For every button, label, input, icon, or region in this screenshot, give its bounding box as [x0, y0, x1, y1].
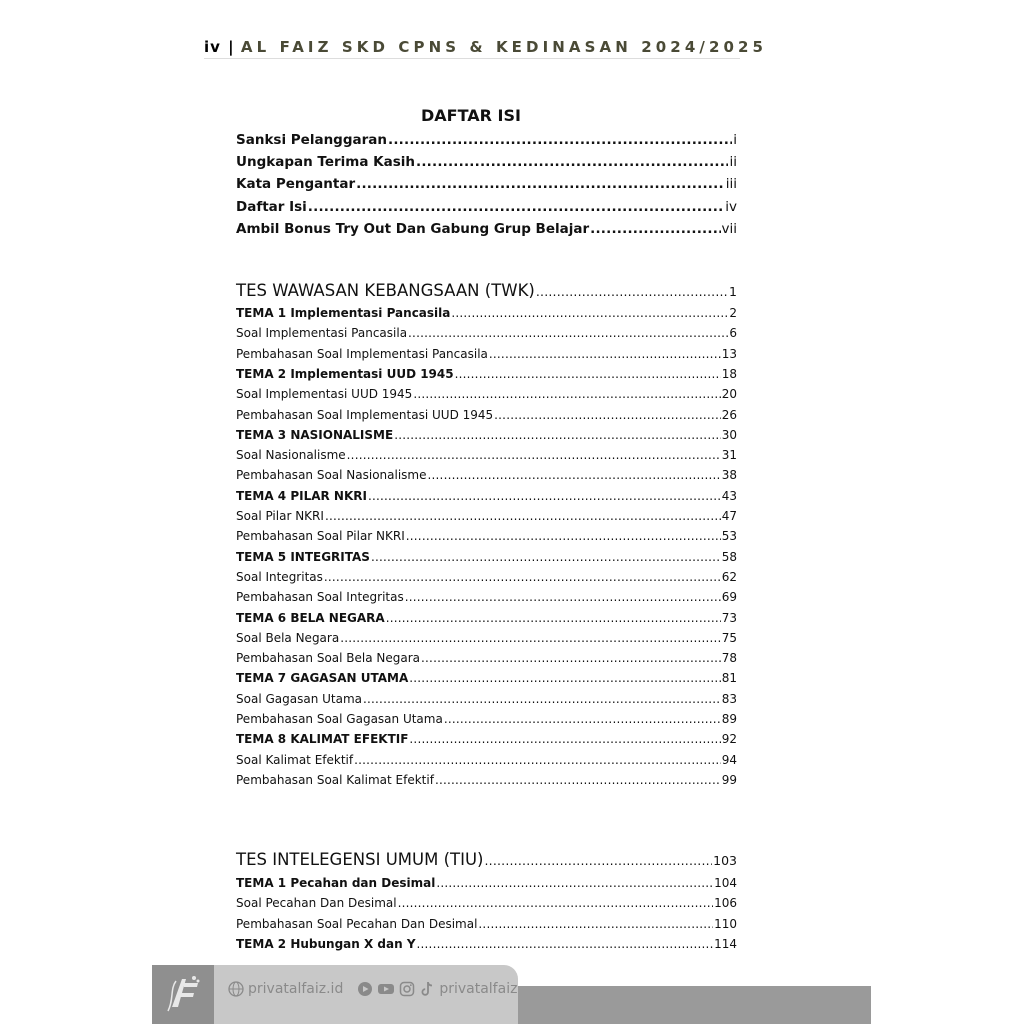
toc-front-entry[interactable] [236, 154, 737, 170]
toc-sub-entry[interactable] [236, 753, 737, 767]
toc-entry-label: Ambil Bonus Try Out Dan Gabung Grup Belajar [236, 221, 590, 237]
toc-entry-page: 6 [729, 326, 737, 340]
toc-entry-page: 106 [714, 896, 737, 910]
dot-leader [394, 428, 721, 442]
toc-entry-page: iv [725, 199, 737, 215]
dot-leader [455, 367, 721, 381]
toc-entry-page: 31 [721, 448, 737, 462]
toc-entry-page: 104 [714, 876, 737, 890]
dot-leader [308, 199, 724, 215]
dot-leader [451, 306, 728, 320]
toc-tema-entry[interactable] [236, 732, 737, 746]
toc-section-heading[interactable] [236, 281, 737, 300]
toc-entry-label: Pembahasan Soal Bela Negara [236, 651, 421, 665]
toc-entry-page: 73 [721, 611, 737, 625]
dot-leader [494, 408, 721, 422]
toc-entry-label: TES INTELEGENSI UMUM (TIU) [236, 850, 484, 869]
toc-entry-page: 83 [721, 692, 737, 706]
dot-leader [428, 468, 721, 482]
toc-front-entry[interactable] [236, 132, 737, 148]
header-title: AL FAIZ SKD CPNS & KEDINASAN 2024/2025 [240, 38, 768, 56]
toc-entry-label: Soal Pilar NKRI [236, 509, 324, 523]
instagram-icon[interactable] [399, 981, 415, 997]
dot-leader [436, 876, 713, 890]
toc-entry-page: 53 [721, 529, 737, 543]
toc-sub-entry[interactable] [236, 773, 737, 787]
youtube-play-icon[interactable] [377, 981, 395, 997]
dot-leader [363, 692, 721, 706]
toc-entry-label: TEMA 8 KALIMAT EFEKTIF [236, 732, 409, 746]
toc-entry-label: Pembahasan Soal Implementasi Pancasila [236, 347, 488, 361]
toc-entry-label: Pembahasan Soal Kalimat Efektif [236, 773, 434, 787]
toc-entry-page: vii [721, 221, 737, 237]
toc-entry-label: Pembahasan Soal Pilar NKRI [236, 529, 405, 543]
toc-tema-entry[interactable] [236, 306, 737, 320]
toc-entry-page: 89 [721, 712, 737, 726]
toc-entry-label: Sanksi Pelanggaran [236, 132, 387, 148]
toc-entry-label: Soal Implementasi Pancasila [236, 326, 408, 340]
toc-tema-entry[interactable] [236, 876, 737, 890]
dot-leader [324, 570, 721, 584]
toc-entry-label: Pembahasan Soal Integritas [236, 590, 404, 604]
toc-entry-page: 58 [721, 550, 737, 564]
toc-entry-label: Soal Integritas [236, 570, 323, 584]
footer-website[interactable]: privatalfaiz.id [248, 981, 344, 997]
dot-leader [444, 712, 721, 726]
toc-tema-entry[interactable] [236, 937, 737, 951]
toc-tema-entry[interactable] [236, 428, 737, 442]
dot-leader [405, 590, 721, 604]
toc-tema-entry[interactable] [236, 367, 737, 381]
toc-entry-page: i [733, 132, 737, 148]
toc-entry-label: TEMA 6 BELA NEGARA [236, 611, 385, 625]
toc-sub-entry[interactable] [236, 692, 737, 706]
toc-entry-page: 20 [721, 387, 737, 401]
toc-entry-label: Pembahasan Soal Nasionalisme [236, 468, 427, 482]
toc-entry-label: TEMA 4 PILAR NKRI [236, 489, 367, 503]
toc-entry-label: Daftar Isi [236, 199, 307, 215]
toc-entry-page: 78 [721, 651, 737, 665]
toc-sub-entry[interactable] [236, 917, 737, 931]
dot-leader [409, 671, 720, 685]
al-faiz-logo-icon [164, 973, 202, 1015]
toc-entry-label: Ungkapan Terima Kasih [236, 154, 415, 170]
toc-sub-entry[interactable] [236, 347, 737, 361]
toc-sub-entry[interactable] [236, 408, 737, 422]
tiktok-icon[interactable] [419, 981, 435, 997]
toc-front-entry[interactable] [236, 199, 737, 215]
toc-entry-page: 99 [721, 773, 737, 787]
toc-entry-label: Soal Pecahan Dan Desimal [236, 896, 397, 910]
toc-entry-label: Soal Kalimat Efektif [236, 753, 354, 767]
footer-contacts [228, 978, 517, 1000]
toc-entry-page: 18 [721, 367, 737, 381]
globe-icon [228, 981, 244, 997]
running-header [204, 38, 768, 59]
toc-sub-entry[interactable] [236, 712, 737, 726]
footer-social-handle[interactable]: privatalfaiz [439, 981, 518, 997]
dot-leader [536, 284, 728, 299]
toc-entry-page: 43 [721, 489, 737, 503]
dot-leader [409, 732, 720, 746]
dot-leader [356, 176, 725, 192]
toc-entry-page: 94 [721, 753, 737, 767]
toc-entry-label: Pembahasan Soal Pecahan Dan Desimal [236, 917, 478, 931]
toc-entry-label: Pembahasan Soal Gagasan Utama [236, 712, 443, 726]
toc-entry-label: Soal Bela Negara [236, 631, 340, 645]
dot-leader [340, 631, 721, 645]
toc-entry-page: 62 [721, 570, 737, 584]
toc-entry-page: 30 [721, 428, 737, 442]
toc-entry-page: 47 [721, 509, 737, 523]
toc-entry-page: 26 [721, 408, 737, 422]
toc-entry-page: 92 [721, 732, 737, 746]
dot-leader [354, 753, 721, 767]
toc-tema-entry[interactable] [236, 550, 737, 564]
toc-entry-label: TEMA 7 GAGASAN UTAMA [236, 671, 409, 685]
toc-entry-label: TEMA 1 Pecahan dan Desimal [236, 876, 436, 890]
toc-entry-page: iii [725, 176, 737, 192]
toc-entry-page: 13 [721, 347, 737, 361]
header-separator: | [228, 38, 234, 56]
toc-sub-entry[interactable] [236, 448, 737, 462]
toc-sub-entry[interactable] [236, 387, 737, 401]
toc-entry-page: 2 [729, 306, 737, 320]
toc-entry-page: 69 [721, 590, 737, 604]
toc-entry-label: Soal Implementasi UUD 1945 [236, 387, 413, 401]
dot-leader [398, 896, 714, 910]
toc-entry-label: TEMA 5 INTEGRITAS [236, 550, 370, 564]
toc-tema-entry[interactable] [236, 671, 737, 685]
dot-leader [325, 509, 721, 523]
toc-sub-entry[interactable] [236, 651, 737, 665]
toc-front-entry[interactable] [236, 176, 737, 192]
toc-entry-label: TEMA 2 Implementasi UUD 1945 [236, 367, 454, 381]
dot-leader [590, 221, 720, 237]
toc-sub-entry[interactable] [236, 631, 737, 645]
dot-leader [435, 773, 721, 787]
dot-leader [421, 651, 721, 665]
header-page-number: iv [204, 38, 221, 56]
toc-sub-entry[interactable] [236, 468, 737, 482]
toc-entry-label: Soal Nasionalisme [236, 448, 346, 462]
dot-leader [484, 853, 712, 868]
dot-leader [478, 917, 713, 931]
toc-sub-entry[interactable] [236, 590, 737, 604]
toc-entry-page: 38 [721, 468, 737, 482]
toc-entry-page: 110 [714, 917, 737, 931]
dot-leader [347, 448, 721, 462]
dot-leader [388, 132, 732, 148]
dot-leader [408, 326, 728, 340]
toc-entry-label: TEMA 3 NASIONALISME [236, 428, 394, 442]
toc-entry-page: 1 [729, 284, 737, 299]
dot-leader [413, 387, 720, 401]
toc-entry-page: ii [729, 154, 737, 170]
dot-leader [368, 489, 721, 503]
toc-front-entry[interactable] [236, 221, 737, 237]
toc-tema-entry[interactable] [236, 611, 737, 625]
toc-sub-entry[interactable] [236, 896, 737, 910]
footer-logo [152, 965, 214, 1024]
toc-entry-label: Kata Pengantar [236, 176, 356, 192]
toc-entry-label: TEMA 2 Hubungan X dan Y [236, 937, 416, 951]
toc-entry-label: Soal Gagasan Utama [236, 692, 362, 706]
toc-entry-page: 81 [721, 671, 737, 685]
toc-entry-label: Pembahasan Soal Implementasi UUD 1945 [236, 408, 494, 422]
youtube-icon[interactable] [357, 981, 373, 997]
toc-entry-page: 103 [713, 853, 737, 868]
toc-title: DAFTAR ISI [421, 106, 521, 125]
dot-leader [417, 937, 714, 951]
toc-sub-entry[interactable] [236, 326, 737, 340]
dot-leader [489, 347, 721, 361]
toc-sub-entry[interactable] [236, 509, 737, 523]
toc-entry-page: 75 [721, 631, 737, 645]
dot-leader [386, 611, 721, 625]
toc-entry-page: 114 [714, 937, 737, 951]
dot-leader [406, 529, 721, 543]
toc-entry-label: TES WAWASAN KEBANGSAAN (TWK) [236, 281, 535, 300]
dot-leader [371, 550, 721, 564]
toc-sub-entry[interactable] [236, 570, 737, 584]
toc-tema-entry[interactable] [236, 489, 737, 503]
dot-leader [416, 154, 728, 170]
toc-entry-label: TEMA 1 Implementasi Pancasila [236, 306, 451, 320]
toc-sub-entry[interactable] [236, 529, 737, 543]
toc-section-heading[interactable] [236, 850, 737, 869]
